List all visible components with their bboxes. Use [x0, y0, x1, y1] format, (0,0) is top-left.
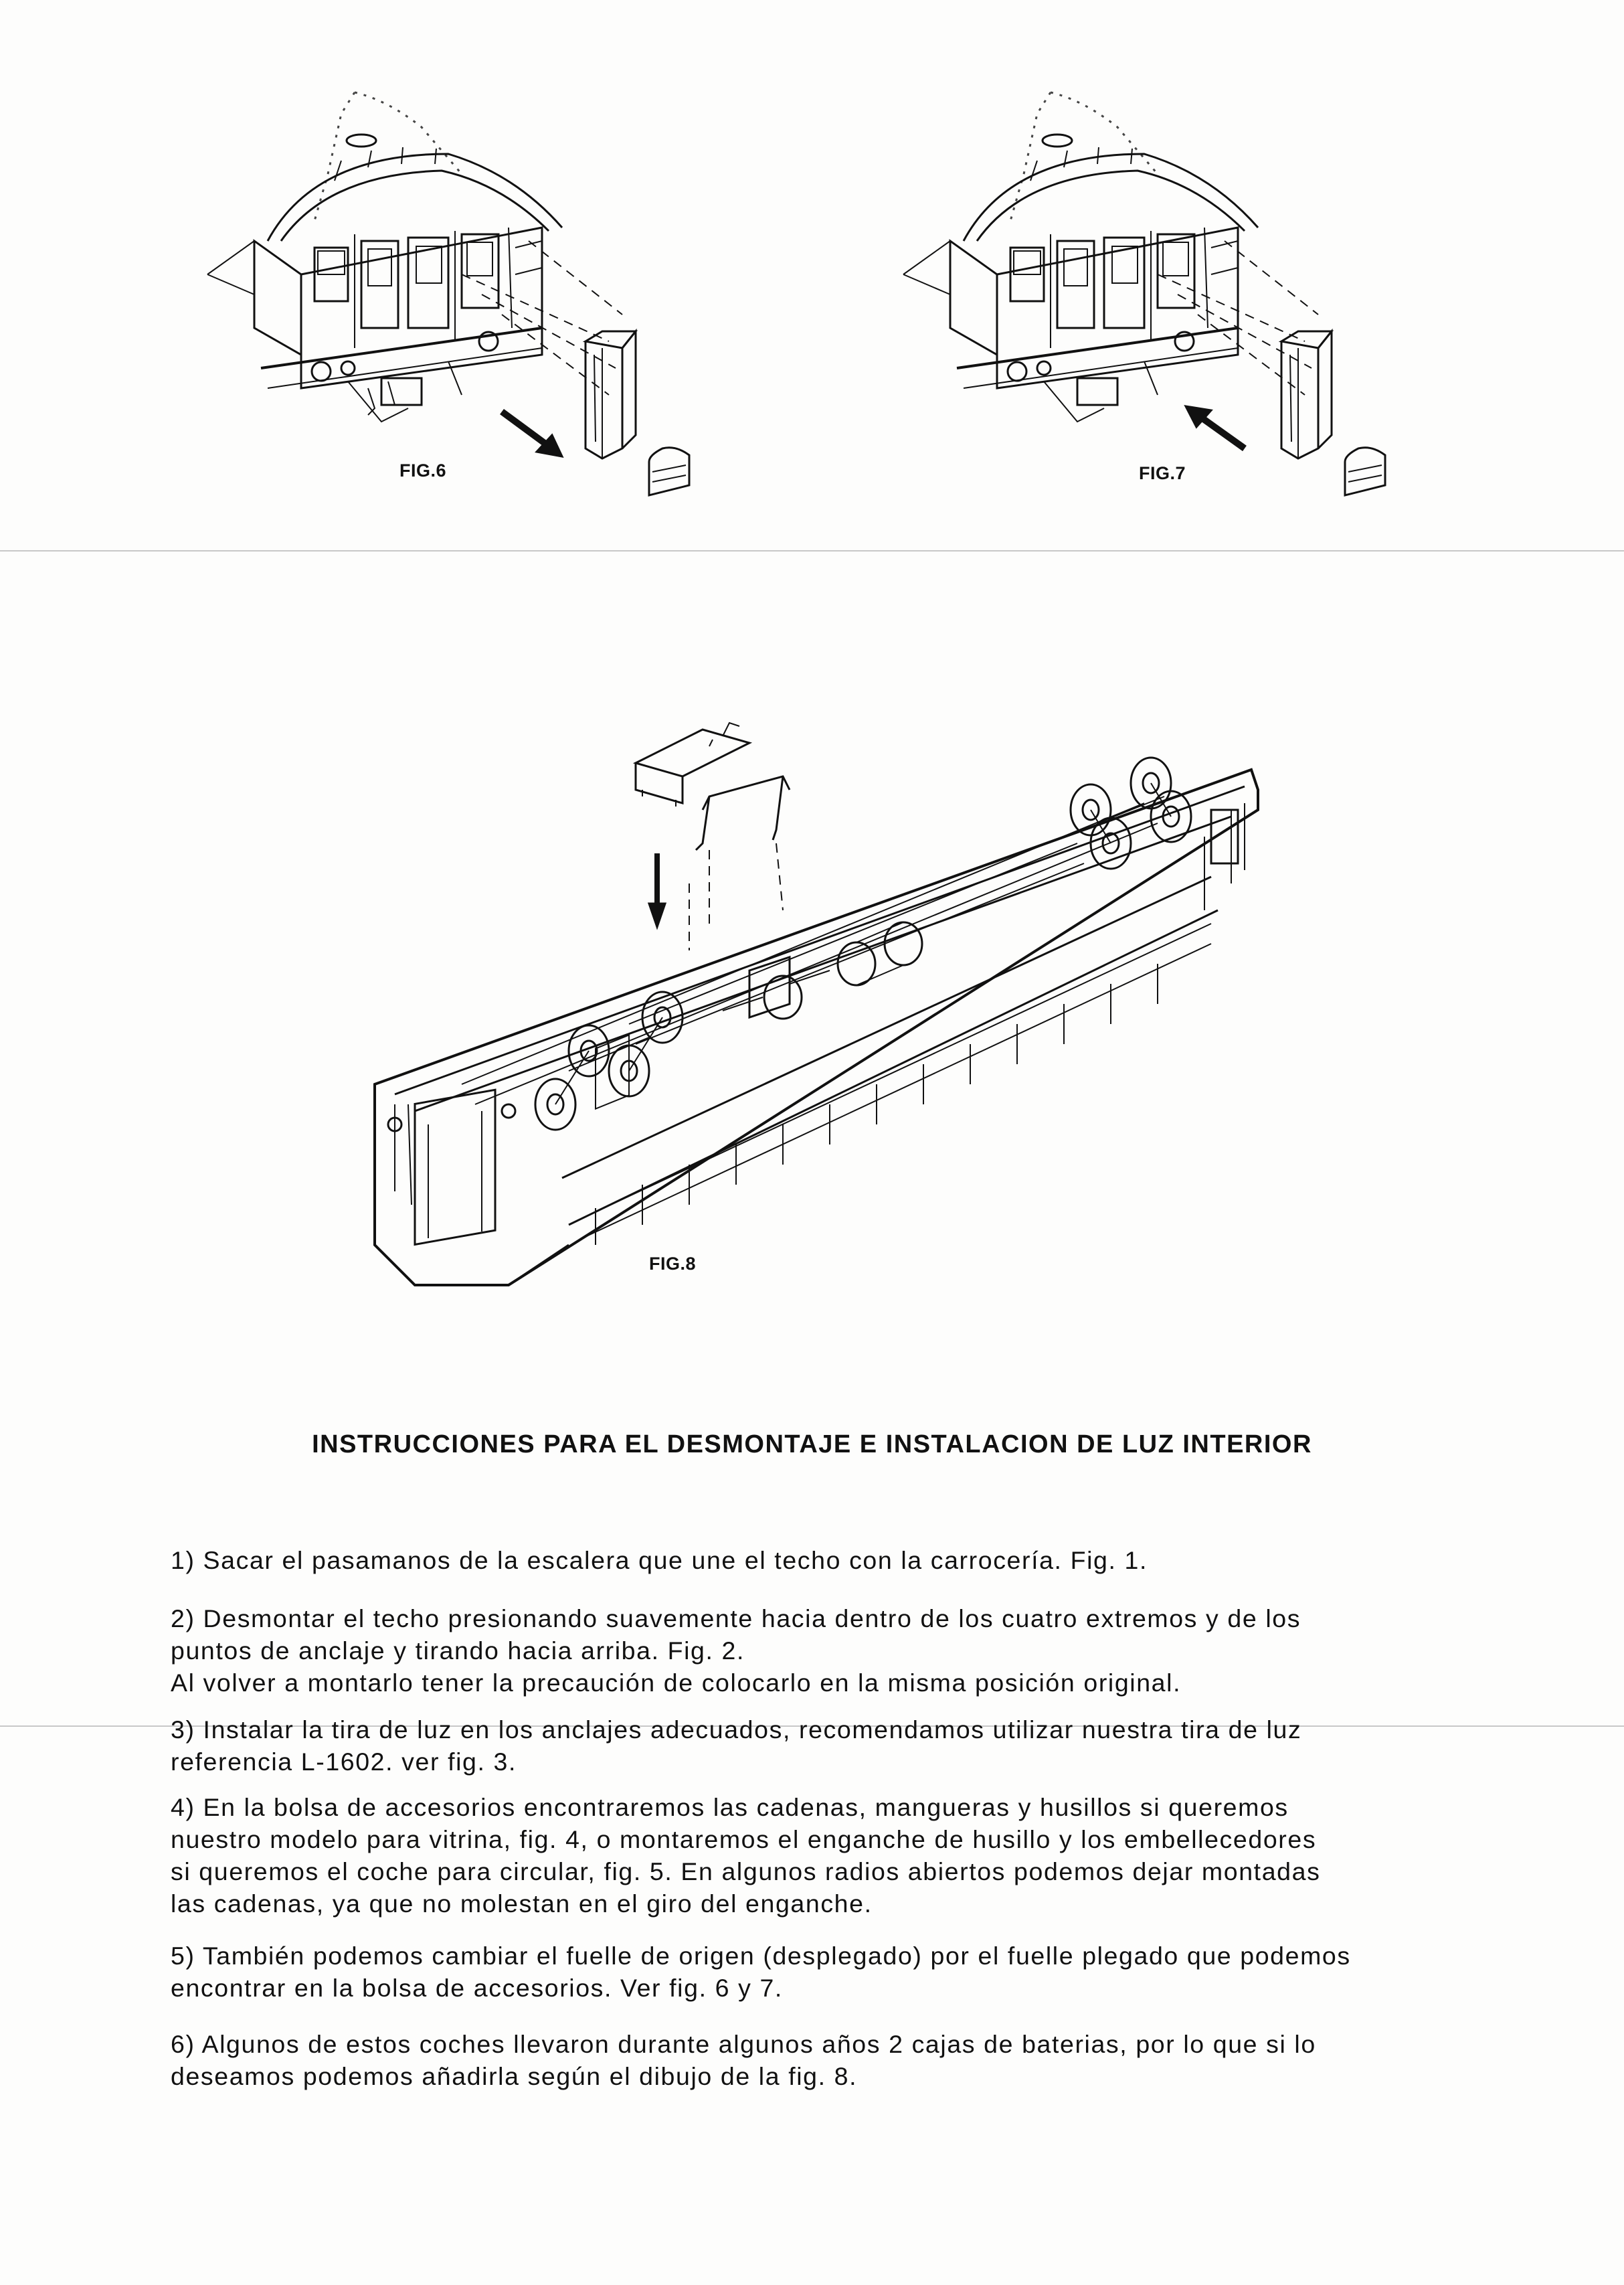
- instruction-5-line-1: 5) También podemos cambiar el fuelle de origen (desplegado) por el fuelle plegado que podemos: [171, 1942, 1351, 1970]
- instruction-4-line-2: nuestro modelo para vitrina, fig. 4, o montaremos el enganche de husillo y los embellecedores: [171, 1825, 1317, 1853]
- instruction-3-line-2: referencia L-1602. ver fig. 3.: [171, 1748, 517, 1776]
- instruction-2-line-3: Al volver a montarlo tener la precaución de colocarlo en la misma posición original.: [171, 1669, 1182, 1697]
- instruction-2-line-1: 2) Desmontar el techo presionando suavemente hacia dentro de los cuatro extremos y de los: [171, 1604, 1301, 1632]
- instruction-1-line-1: 1) Sacar el pasamanos de la escalera que une el techo con la carrocería. Fig. 1.: [171, 1546, 1148, 1574]
- instruction-3-line-1: 3) Instalar la tira de luz en los anclajes adecuados, recomendamos utilizar nuestra tira de luz: [171, 1715, 1302, 1744]
- instruction-1: [171, 1544, 1509, 1576]
- instruction-2-line-2: puntos de anclaje y tirando hacia arriba. Fig. 2.: [171, 1636, 745, 1665]
- instruction-4: [171, 1791, 1509, 1920]
- fold-line-top: [0, 550, 1624, 552]
- instruction-6-line-2: deseamos podemos añadirla según el dibujo de la fig. 8.: [171, 2062, 858, 2090]
- instruction-3: [171, 1713, 1509, 1778]
- figure-7-drawing: [917, 74, 1465, 502]
- figure-8-label: FIG.8: [649, 1254, 697, 1274]
- instruction-6-line-1: 6) Algunos de estos coches llevaron durante algunos años 2 cajas de baterias, por lo que si lo: [171, 2030, 1316, 2058]
- instruction-4-line-3: si queremos el coche para circular, fig. 5. En algunos radios abiertos podemos dejar montadas: [171, 1857, 1321, 1885]
- figure-6-label: FIG.6: [399, 460, 447, 481]
- instruction-5: [171, 1940, 1509, 2004]
- instruction-5-line-2: encontrar en la bolsa de accesorios. Ver fig. 6 y 7.: [171, 1974, 783, 2002]
- figure-8-drawing: [375, 709, 1285, 1298]
- instruction-6: [171, 2028, 1509, 2092]
- page-title: INSTRUCCIONES PARA EL DESMONTAJE E INSTALACION DE LUZ INTERIOR: [312, 1430, 1312, 1458]
- instruction-4-line-4: las cadenas, ya que no molestan en el giro del enganche.: [171, 1889, 873, 1918]
- figure-6-drawing: [167, 74, 716, 502]
- instruction-4-line-1: 4) En la bolsa de accesorios encontraremos las cadenas, mangueras y husillos si queremos: [171, 1793, 1289, 1821]
- figure-7-label: FIG.7: [1139, 463, 1186, 483]
- instruction-2: [171, 1602, 1509, 1699]
